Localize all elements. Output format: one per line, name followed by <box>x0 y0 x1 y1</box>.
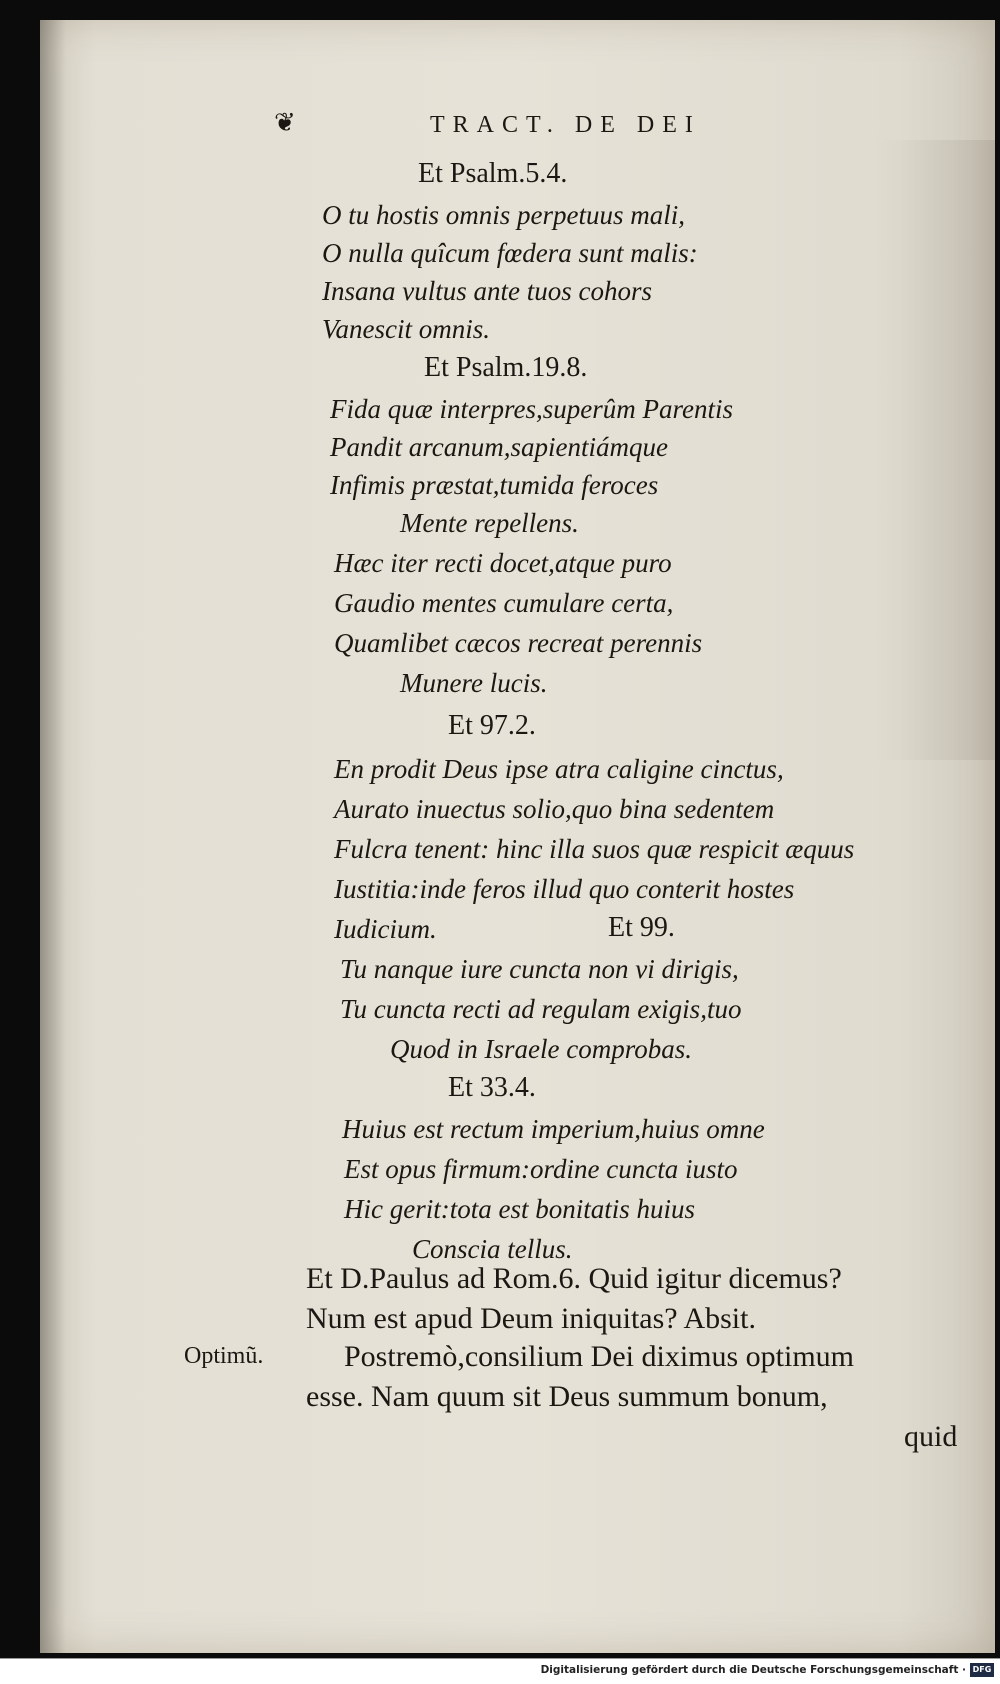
footer-credit: Digitalisierung gefördert durch die Deutsche Forschungsgemeinschaft · <box>540 1664 966 1676</box>
dfg-logo-icon: DFG <box>970 1663 994 1677</box>
verse-line: Mente repellens. <box>400 508 579 538</box>
running-title: TRACT. DE DEI <box>430 112 701 138</box>
verse-line: O tu hostis omnis perpetuus mali, <box>322 200 686 230</box>
heading-psalm-99: Et 99. <box>608 912 675 943</box>
verse-line: Iudicium. <box>334 914 437 944</box>
verse-line: Vanescit omnis. <box>322 314 490 344</box>
verse-line: Quod in Israele comprobas. <box>390 1034 692 1064</box>
verse-line: Infimis præstat,tumida feroces <box>330 470 659 500</box>
show-through-bleed <box>875 140 995 760</box>
verse-line: En prodit Deus ipse atra caligine cinctus, <box>334 754 784 784</box>
verse-line: Tu cuncta recti ad regulam exigis,tuo <box>340 994 742 1024</box>
heading-psalm-33: Et 33.4. <box>448 1072 536 1103</box>
digitization-footer <box>0 1658 1000 1684</box>
heading-psalm-97: Et 97.2. <box>448 710 536 741</box>
verse-line: Fulcra tenent: hinc illa suos quæ respicit æquus <box>334 834 855 864</box>
prose-line: esse. Nam quum sit Deus summum bonum, <box>306 1380 828 1413</box>
verse-line: Insana vultus ante tuos cohors <box>322 276 652 306</box>
heading-psalm-5: Et Psalm.5.4. <box>418 158 568 189</box>
verse-line: Iustitia:inde feros illud quo conterit hostes <box>334 874 795 904</box>
marginal-note: Optimũ. <box>184 1343 264 1369</box>
verse-line: Tu nanque iure cuncta non vi dirigis, <box>340 954 739 984</box>
verse-line: Munere lucis. <box>400 668 548 698</box>
verse-line: Gaudio mentes cumulare certa, <box>334 588 674 618</box>
prose-line: Num est apud Deum iniquitas? Absit. <box>306 1302 756 1335</box>
prose-line: Et D.Paulus ad Rom.6. Quid igitur dicemus? <box>306 1262 842 1295</box>
catchword: quid <box>904 1420 958 1453</box>
verse-line: Hic gerit:tota est bonitatis huius <box>344 1194 695 1224</box>
verse-line: Hæc iter recti docet,atque puro <box>334 548 672 578</box>
verse-line: Pandit arcanum,sapientiámque <box>330 432 668 462</box>
page-spine-shadow <box>40 20 66 1653</box>
ornament-icon: ❦ <box>274 108 296 138</box>
verse-line: O nulla quîcum fœdera sunt malis: <box>322 238 698 268</box>
verse-line: Aurato inuectus solio,quo bina sedentem <box>334 794 775 824</box>
verse-line: Est opus firmum:ordine cuncta iusto <box>344 1154 738 1184</box>
verse-line: Conscia tellus. <box>412 1234 573 1264</box>
heading-psalm-19: Et Psalm.19.8. <box>424 352 588 383</box>
verse-line: Quamlibet cæcos recreat perennis <box>334 628 703 658</box>
verse-line: Huius est rectum imperium,huius omne <box>342 1114 765 1144</box>
verse-line: Fida quæ interpres,superûm Parentis <box>330 394 733 424</box>
prose-line: Postremò,consilium Dei diximus optimum <box>344 1340 854 1373</box>
